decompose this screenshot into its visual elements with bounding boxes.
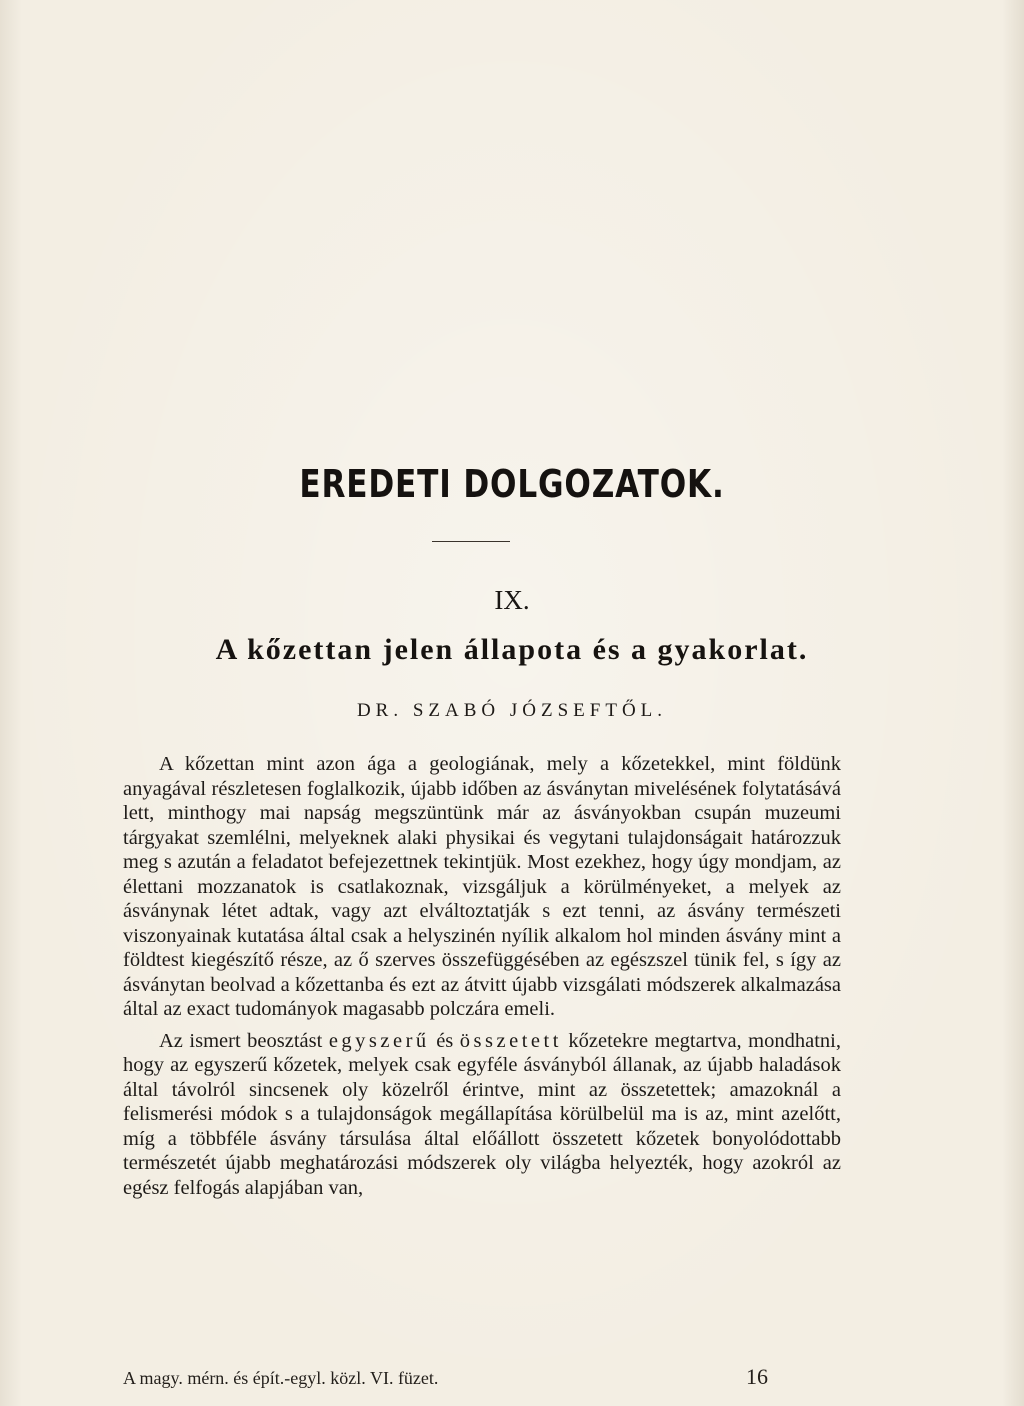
heading-divider	[432, 541, 510, 542]
section-heading: EREDETI DOLGOZATOK.	[299, 462, 725, 506]
paragraph-2-rest: kőzetekre megtartva, mondhatni, hogy az egyszerű kőzetek, melyek csak egyféle ásványból állanak, az újabb haladások által távolról sincsenek oly közelről érintve, mint az összetettek; amazoknál a felismerési módok s a tulajdonságok megállapítása körülbelül ma is az, mint azelőtt, míg a többféle ásvány társulása által előállott összetett kőzetek bonyolódottabb természetét újabb meghatározási módszerek oly világba helyezték, hogy azokról az egész felfogás alapjában van,	[123, 1029, 841, 1199]
term-compound: összetett	[459, 1029, 562, 1052]
paragraph-2-start: Az ismert beosztást	[159, 1029, 323, 1052]
paragraph-2	[123, 1029, 841, 1201]
footer-journal: A magy. mérn. és épít.-egyl. közl. VI. füzet.	[123, 1368, 439, 1388]
paragraph-1: A kőzettan mint azon ága a geologiának, mely a kőzetekkel, mint földünk anyagával részletesen foglalkozik, újabb időben az ásványtan mivelésének folytatásává lett, minthogy mai napság megszüntünk már az ásványokban csupán muzeumi tárgyakat szemlélni, melyeknek alaki physikai és vegytani tulajdonságait határozzuk meg s azután a feladatot befejezettnek tekintjük. Most ezekhez, hogy úgy mondjam, az élettani mozzanatok is csatlakoznak, vizsgáljuk a körülményeket, a melyek az ásványnak létet adtak, vagy azt elváltoztatják s ezt tenni, az ásvány természeti viszonyainak kutatása által csak a helyszinén nyílik alkalom hol minden ásvány mint a földtest kiegészítő része, az ő szerves összefüggésében az egészszel tünik fel, s így az ásványtan beolvad a kőzettanba és ezt az átvitt újabb vizsgálati módszerek alkalmazása által az exact tudományok magasabb polczára emeli.	[123, 753, 841, 1020]
article-body	[123, 752, 841, 1200]
article-author: DR. SZABÓ JÓZSEFTŐL.	[356, 700, 668, 721]
article-title: A kőzettan jelen állapota és a gyakorlat.	[215, 633, 809, 666]
term-simple: egyszerű	[328, 1029, 430, 1052]
article-number: IX.	[494, 585, 530, 615]
paragraph-2-and: és	[436, 1029, 454, 1052]
page-number: 16	[746, 1364, 768, 1389]
